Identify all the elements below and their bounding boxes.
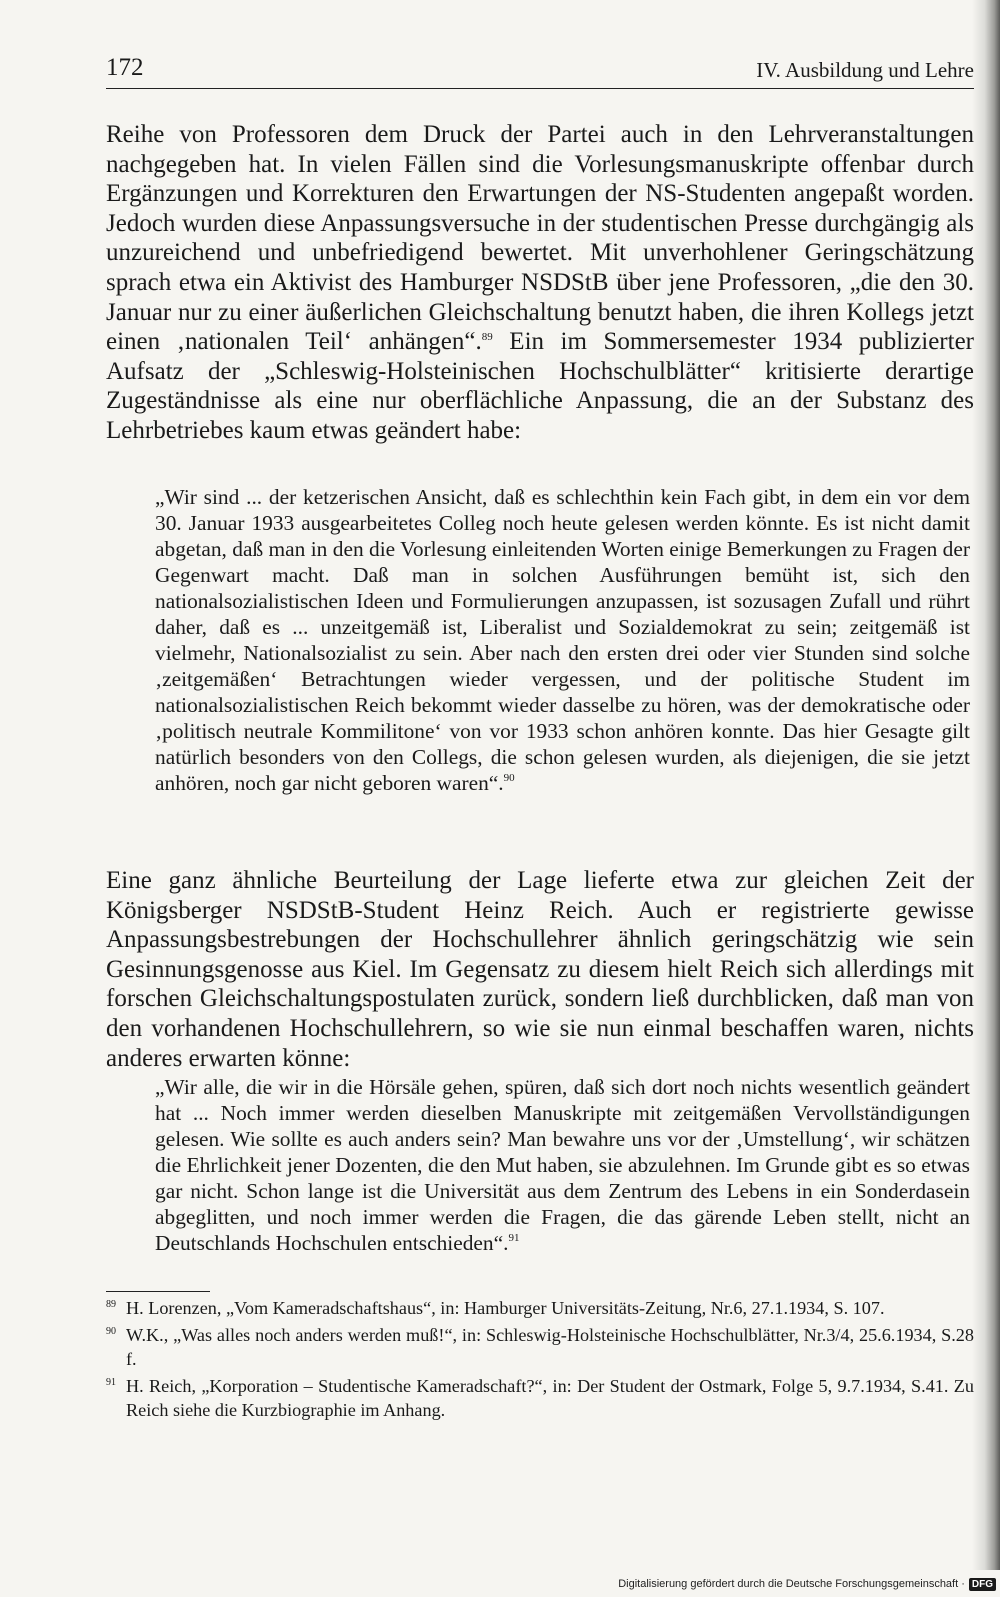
footnote-text: H. Reich, „Korporation – Studentische Kameradschaft?“, in: Der Student der Ostmark, Folge 5, 9.7.1934, S.41. Zu Reich siehe die Kurzbiographie im Anhang. bbox=[126, 1375, 974, 1420]
block-quote bbox=[155, 1074, 970, 1256]
footnote-reference[interactable]: 90 bbox=[503, 772, 515, 784]
paragraph-text: Eine ganz ähnliche Beurteilung der Lage lieferte etwa zur gleichen Zeit der Königsberger NSDStB-Student Heinz Reich. Auch er registrierte gewisse Anpassungsbestrebungen der Hochschullehrer ähnlich geringschätzig wie sein Gesinnungsgenosse aus Kiel. Im Gegensatz zu diesem hielt Reich sich allerdings mit forschen Gleichschaltungspostulaten zurück, sondern ließ durchblicken, daß man von den vorhandenen Hochschullehrern, so wie sie nun einmal beschaffen waren, nichts anderes erwarten könne: bbox=[106, 867, 974, 1072]
page-number: 172 bbox=[106, 54, 144, 81]
digitization-text: Digitalisierung gefördert durch die Deutsche Forschungsgemeinschaft · bbox=[618, 1578, 965, 1590]
footnote bbox=[106, 1296, 974, 1321]
footnote-reference[interactable]: 89 bbox=[481, 331, 493, 344]
block-quote bbox=[155, 484, 970, 796]
dfg-logo: DFG bbox=[969, 1578, 996, 1591]
body-paragraph bbox=[106, 866, 974, 1073]
footnote-number: 89 bbox=[106, 1299, 116, 1310]
quote-text: „Wir sind ... der ketzerischen Ansicht, daß es schlechthin kein Fach gibt, in dem ein vor dem 30. Januar 1933 ausgearbeitetes Colleg noch heute gelesen werden könnte. Es ist nicht damit abgetan, daß man in den die Vorlesung einleitenden Worten einige Bemerkungen zu Fragen der Gegenwart macht. Daß man in solchen Ausführungen bemüht ist, sich den nationalsozialistischen Ideen und Formulierungen anzupassen, ist sozusagen Zufall und rührt daher, daß es ... unzeitgemäß ist, Liberalist und Sozialdemokrat zu sein; zeitgemäß ist vielmehr, Nationalsozialist zu sein. Aber nach den ersten drei oder vier Stunden sind solche ‚zeitgemäßen‘ Betrachtungen wieder vergessen, und der politische Student im nationalsozialistischen Reich bekommt wieder dasselbe zu hören, was der demokratische oder ‚politisch neutrale Kommilitone‘ von vor 1933 schon anhören konnte. Das hier Gesagte gilt natürlich besonders von den Collegs, die schon gelesen wurden, als diejenigen, die sie jetzt anhören, noch gar nicht geboren waren“. bbox=[155, 485, 970, 795]
footnote bbox=[106, 1374, 974, 1423]
footnote bbox=[106, 1323, 974, 1372]
page-header bbox=[106, 52, 974, 89]
paragraph-text: Reihe von Professoren dem Druck der Partei auch in den Lehrveranstaltungen nachgegeben hat. In vielen Fällen sind die Vorlesungsmanuskripte offenbar durch Ergänzungen und Korrekturen den Erwartungen der NS-Studenten angepaßt worden. Jedoch wurden diese Anpassungsversuche in der studentischen Presse durchgängig als unzureichend und unbefriedigend bewertet. Mit unverhohlener Geringschätzung sprach etwa ein Aktivist des Hamburger NSDStB über jene Professoren, „die den 30. Januar nur zu einer äußerlichen Gleichschaltung benutzt haben, die ihren Kollegs jetzt einen ‚nationalen Teil‘ anhängen“. bbox=[106, 121, 974, 356]
running-head: IV. Ausbildung und Lehre bbox=[756, 58, 974, 82]
footnote-number: 90 bbox=[106, 1325, 116, 1337]
footnotes bbox=[106, 1296, 974, 1425]
quote-text: „Wir alle, die wir in die Hörsäle gehen, spüren, daß sich dort noch nichts wesentlich geändert hat ... Noch immer werden dieselben Manuskripte mit zeitgemäßen Vervollständigungen gelesen. Wie sollte es auch anders sein? Man bewahre uns vor der ‚Umstellung‘, wir schätzen die Ehrlichkeit jener Dozenten, die den Mut haben, sie abzulehnen. Im Grunde gibt es so etwas gar nicht. Schon lange ist die Universität aus dem Zentrum des Lebens in ein Sonderdasein abgeglitten, und noch immer werden die Fragen, die das gärende Leben stellt, nicht an Deutschlands Hochschulen entschieden“. bbox=[155, 1075, 970, 1255]
footnote-reference[interactable]: 91 bbox=[508, 1232, 520, 1244]
book-spine-shadow bbox=[972, 0, 1000, 1570]
digitization-notice bbox=[618, 1575, 996, 1593]
footnote-text: W.K., „Was alles noch anders werden muß!“, in: Schleswig-Holsteinische Hochschulblätter, Nr.3/4, 25.6.1934, S.28 f. bbox=[126, 1324, 974, 1369]
footnote-number: 91 bbox=[106, 1376, 116, 1388]
footnote-text: H. Lorenzen, „Vom Kameradschaftshaus“, in: Hamburger Universitäts-Zeitung, Nr.6, 27.1.1934, S. 107. bbox=[126, 1298, 885, 1318]
paragraph-text: Ein im Sommersemester 1934 publizierter Aufsatz der „Schleswig-Holsteinischen Hochschulblätter“ kritisierte derartige Zugeständnisse als eine nur oberflächliche Anpassung, die an der Substanz des Lehrbetriebes kaum etwas geändert habe: bbox=[106, 328, 974, 444]
footnote-separator bbox=[106, 1291, 210, 1292]
body-paragraph bbox=[106, 120, 974, 446]
